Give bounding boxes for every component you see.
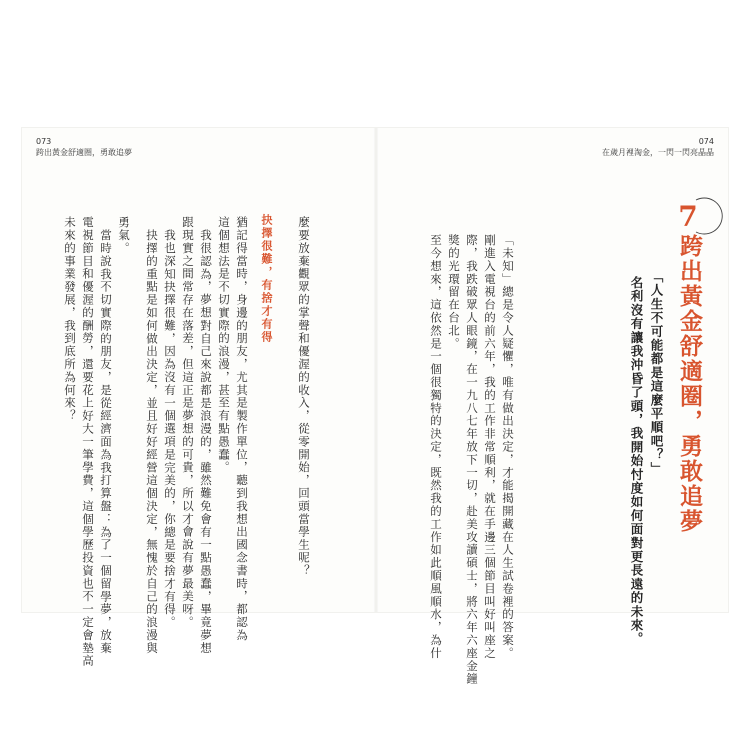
left-body-column: 這個想法是不切實際的浪漫，甚至有點愚蠢。 — [217, 216, 231, 474]
right-page-folio — [602, 136, 714, 158]
left-body-column: 跟現實之間常存在落差，但這正是夢想的可貴，所以才會說有夢最美呀。 — [181, 216, 195, 629]
right-body-column: 獎的光環留在台北。 — [447, 234, 461, 351]
chapter-quote-line-2: 名利沒有讓我沖昏了頭，我開始忖度如何面對更長遠的未來。 — [629, 276, 644, 646]
left-body-column: 我很認為，夢想對自己來說都是浪漫的，雖然難免會有一點愚蠢，畢竟夢想 — [199, 229, 213, 655]
left-body-column: 勇氣。 — [117, 216, 131, 255]
book-gutter — [373, 128, 379, 612]
chapter-title: 跨出黃金舒適圈，勇敢追夢 — [676, 234, 703, 534]
left-body-column: 麼要放棄觀眾的掌聲和優渥的收入，從零開始，回頭當學生呢？ — [297, 216, 311, 578]
left-body-column: 當時說我不切實際的朋友，是從經濟面為我打算盤：為了一個留學夢，放棄 — [99, 229, 113, 655]
left-body-column: 未來的事業發展，我到底所為何來？ — [63, 216, 77, 423]
right-running-head: 在歲月裡淘金，一閃一閃亮晶晶 — [602, 148, 714, 157]
left-body-column: 抉擇的重點是如何做出決定，並且好好經營這個決定，無愧於自己的浪漫與 — [145, 229, 159, 655]
left-body-column: 猶記得當時，身邊的朋友，尤其是製作單位，聽到我想出國念書時，都認為 — [235, 216, 249, 642]
right-page-number: 074 — [698, 137, 714, 146]
left-body-column: 電視節目和優渥的酬勞，還要花上好大一筆學費，這個學歷投資也不一定會墊高 — [81, 216, 95, 668]
right-body-column: 剛進入電視台的前六年，我的工作非常順利，就在手邊三個節目叫好叫座之 — [483, 234, 497, 660]
left-body-column: 我也深知抉擇很難，因為沒有一個選項是完美的，你總是要捨才有得。 — [163, 229, 177, 629]
chapter-quote-line-1: 「人生不可能都是這麼平順吧？」 — [649, 270, 664, 476]
left-page-folio — [36, 136, 132, 158]
left-running-head: 跨出黃金舒適圈，勇敢追夢 — [36, 148, 132, 157]
right-body-column: 「未知」總是令人疑懼，唯有做出決定，才能揭開藏在人生試卷裡的答案。 — [501, 234, 515, 660]
right-body-column: 至今想來，這依然是一個很獨特的決定，既然我的工作如此順風順水，為什 — [429, 234, 443, 660]
left-page-number: 073 — [36, 137, 52, 146]
chapter-number: 7 — [678, 200, 698, 233]
section-heading: 抉擇很難，有捨才有得 — [260, 214, 273, 344]
right-body-column: 際，我跌破眾人眼鏡，在一九八七年放下一切，赴美攻讀碩士，將六年六座金鐘 — [465, 234, 479, 686]
